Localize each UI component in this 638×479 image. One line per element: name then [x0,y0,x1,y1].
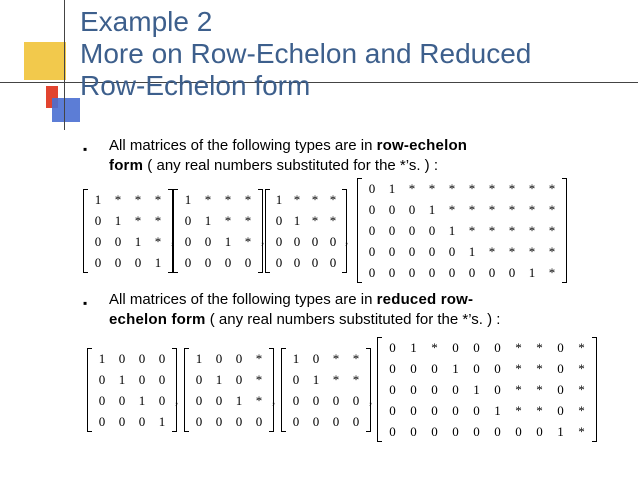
matrix-entry: 1 [292,350,300,366]
matrix-separator-comma: , [171,232,175,247]
matrix-row [382,379,592,400]
matrix-row [286,411,366,432]
matrix-entry: 0 [557,339,564,355]
matrix-entry: * [528,243,536,259]
matrix-entry: * [154,212,162,228]
matrix-row [178,189,258,210]
matrix-entry: 0 [452,402,459,418]
matrix-row [382,421,592,442]
matrix-entry: 0 [431,360,438,376]
matrix-entry: 0 [536,423,543,439]
matrix-entry: * [508,243,516,259]
matrix-entry: 0 [184,254,192,270]
matrix-entry: * [536,402,543,418]
matrix-entry: * [528,222,536,238]
matrix-separator-comma: , [175,392,179,407]
matrix [362,178,562,283]
matrix-entry: 0 [195,413,203,429]
matrix-entry: 0 [557,381,564,397]
matrix-entry: 0 [94,254,102,270]
matrix-entry: * [154,191,162,207]
matrix-row [88,189,168,210]
matrix-entry: 0 [98,392,106,408]
matrix-row [382,337,592,358]
slide-title [80,6,531,102]
matrix-entry: 0 [473,339,480,355]
matrix-entry: 0 [224,254,232,270]
bullet-text: ( any real numbers substituted for the *’s. ) : [143,157,438,174]
matrix-entry: 0 [195,371,203,387]
matrix-row [362,199,562,220]
matrix [189,348,269,432]
matrix-entry: 0 [114,233,122,249]
matrix-entry: * [548,180,556,196]
matrix-entry: * [428,180,436,196]
matrix-entry: * [204,191,212,207]
matrix-entry: 0 [244,254,252,270]
matrix-entry: 0 [184,212,192,228]
matrix-entry: 0 [431,402,438,418]
matrix-entry: 0 [368,222,376,238]
matrix-entry: * [536,360,543,376]
matrix-entry: * [154,233,162,249]
matrix-entry: 0 [452,339,459,355]
matrix-row [362,178,562,199]
matrix-entry: 0 [389,402,396,418]
matrix-entry: 0 [138,413,146,429]
matrix-row [270,252,342,273]
matrix-row [178,252,258,273]
matrix-entry: 0 [352,413,360,429]
matrix [178,189,258,273]
matrix-entry: 0 [494,339,501,355]
matrix-entry: 1 [448,222,456,238]
matrix-entry: * [515,402,522,418]
matrix-entry: * [332,350,340,366]
bullet-text: ( any real numbers substituted for the *’s. ) : [205,311,501,328]
matrix-entry: 1 [195,350,203,366]
matrix-entry: 1 [293,212,301,228]
matrix-row [189,411,269,432]
matrix-entry: 0 [557,360,564,376]
matrix-entry: * [224,191,232,207]
matrix-entry: * [352,371,360,387]
matrix-entry: 1 [94,191,102,207]
matrix-entry: * [448,180,456,196]
matrix-entry: 1 [204,212,212,228]
matrix-row [92,411,172,432]
matrix-entry: 0 [312,392,320,408]
matrix-entry: 0 [428,243,436,259]
matrix-entry: 0 [118,413,126,429]
title-line-1: Example 2 [80,6,213,37]
matrix-entry: * [578,381,585,397]
matrix-entry: * [255,350,263,366]
matrix-entry: * [548,201,556,217]
matrix-entry: * [548,243,556,259]
matrix-entry: * [244,212,252,228]
matrix-entry: 0 [134,254,142,270]
matrix-entry: * [408,180,416,196]
matrix-entry: 0 [473,402,480,418]
matrix-entry: 0 [410,402,417,418]
matrix-entry: 0 [235,350,243,366]
matrix-entry: 0 [452,381,459,397]
matrix-entry: 0 [138,371,146,387]
matrix-entry: 0 [275,233,283,249]
matrix-entry: 1 [428,201,436,217]
matrix-entry: 0 [468,264,476,280]
matrix-entry: * [244,233,252,249]
matrix-row [382,358,592,379]
matrix-entry: 1 [134,233,142,249]
matrix-entry: * [536,339,543,355]
matrix-entry: 1 [388,180,396,196]
matrix-row [189,348,269,369]
matrix-row [270,231,342,252]
matrix-entry: * [255,392,263,408]
matrix-entry: 0 [448,243,456,259]
matrix-entry: 0 [275,212,283,228]
matrix-entry: * [488,201,496,217]
matrix-entry: * [244,191,252,207]
matrix-entry: * [311,212,319,228]
matrix-entry: * [329,191,337,207]
matrix-entry: * [508,180,516,196]
keyword: echelon form [109,311,206,328]
matrix-entry: 0 [158,371,166,387]
matrix-entry: * [332,371,340,387]
matrix-entry: 0 [184,233,192,249]
matrix-entry: * [448,201,456,217]
matrix-entry: 1 [138,392,146,408]
decor-blue-block [52,98,80,122]
matrix-entry: 1 [473,381,480,397]
matrix-entry: * [311,191,319,207]
matrix-left-bracket [357,178,362,283]
matrix-entry: 0 [494,381,501,397]
matrix-entry: * [578,339,585,355]
matrix-row [286,348,366,369]
matrix-row [92,369,172,390]
matrix-row [362,220,562,241]
matrix-entry: 0 [332,392,340,408]
matrix-entry: * [578,360,585,376]
matrix-entry: 1 [118,371,126,387]
matrix-entry: 0 [515,423,522,439]
matrix-entry: 0 [408,222,416,238]
decor-vertical-line [64,0,65,130]
matrix-entry: 0 [389,423,396,439]
matrix-entry: * [508,222,516,238]
matrix-entry: * [528,201,536,217]
bullet-text-line-1 [109,136,467,156]
matrix-entry: 0 [94,233,102,249]
keyword: row-echelon [376,137,468,154]
matrix-entry: 0 [312,413,320,429]
matrix-entry: 0 [368,180,376,196]
matrix-entry: 0 [473,360,480,376]
matrix-entry: 0 [312,350,320,366]
matrix-entry: 1 [215,371,223,387]
matrix-entry: 0 [410,381,417,397]
matrix-entry: 0 [255,413,263,429]
matrix-entry: 0 [388,222,396,238]
bullet-text-line-2 [109,310,500,330]
matrix-entry: 1 [235,392,243,408]
matrix-entry: * [508,201,516,217]
matrix-entry: 1 [557,423,564,439]
matrix-entry: 0 [408,264,416,280]
matrix-separator-comma: , [345,232,349,247]
matrix-entry: 0 [473,423,480,439]
matrix-row [286,390,366,411]
matrix-left-bracket [377,337,382,442]
matrix-entry: 0 [98,371,106,387]
bullet-text: All matrices of the following types are in [109,291,377,308]
matrix-entry: 0 [195,392,203,408]
matrix-row [382,400,592,421]
matrix-entry: 0 [488,264,496,280]
matrix-row [88,231,168,252]
matrix-entry: 0 [329,254,337,270]
matrix-separator-comma: , [369,392,373,407]
matrix-right-bracket [172,348,177,432]
matrix-entry: * [488,222,496,238]
matrix-entry: 0 [204,233,212,249]
matrix-right-bracket [269,348,274,432]
matrix-row [178,210,258,231]
matrix-entry: 0 [215,392,223,408]
matrix-entry: 1 [98,350,106,366]
matrix-entry: 1 [184,191,192,207]
matrix-entry: 1 [114,212,122,228]
matrix-row [189,390,269,411]
matrix-entry: * [293,191,301,207]
matrix-right-bracket [258,189,263,273]
matrix-entry: 1 [528,264,536,280]
matrix-left-bracket [83,189,88,273]
matrix-entry: * [515,360,522,376]
matrix-separator-comma: , [261,232,265,247]
matrix-row [286,369,366,390]
matrix-row [178,231,258,252]
matrix-entry: 0 [292,371,300,387]
matrix-entry: 1 [275,191,283,207]
matrix-entry: 0 [368,243,376,259]
matrix-entry: 0 [114,254,122,270]
matrix-row [362,262,562,283]
bullet-text-line-1 [109,290,473,310]
matrix-entry: * [578,402,585,418]
matrix-entry: 0 [292,392,300,408]
matrix-entry: * [134,212,142,228]
matrix-entry: 0 [428,222,436,238]
matrix-entry: * [134,191,142,207]
matrix-entry: 0 [138,350,146,366]
matrix-entry: 0 [215,350,223,366]
matrix-entry: * [468,201,476,217]
matrix-entry: 1 [312,371,320,387]
matrix-entry: 1 [158,413,166,429]
matrix-entry: 0 [388,243,396,259]
matrix-entry: 1 [494,402,501,418]
matrix-entry: * [468,222,476,238]
matrix-separator-comma: , [272,392,276,407]
matrix-entry: 0 [118,350,126,366]
matrix-left-bracket [87,348,92,432]
matrix-entry: 0 [311,233,319,249]
matrix-entry: * [255,371,263,387]
matrix-right-bracket [342,189,347,273]
matrix [382,337,592,442]
decor-yellow-block [24,42,66,80]
bullet-text: All matrices of the following types are in [109,137,377,154]
matrix-entry: * [528,180,536,196]
matrix-left-bracket [281,348,286,432]
matrix-entry: * [548,222,556,238]
title-line-2: More on Row-Echelon and Reduced [80,38,532,69]
matrix-entry: 0 [431,381,438,397]
matrix-right-bracket [562,178,567,283]
title-line-3: Row-Echelon form [80,70,311,101]
matrix-left-bracket [184,348,189,432]
matrix [286,348,366,432]
matrix-entry: * [352,350,360,366]
bullet-marker: ▪ [83,142,88,156]
matrix [270,189,342,273]
matrix-entry: 0 [410,360,417,376]
matrix-right-bracket [592,337,597,442]
matrix-entry: 0 [311,254,319,270]
matrix [88,189,168,273]
matrix-entry: 0 [389,360,396,376]
matrix-row [362,241,562,262]
matrix-entry: * [488,243,496,259]
matrix-row [92,348,172,369]
matrix-row [270,210,342,231]
matrix-entry: 0 [275,254,283,270]
keyword: reduced row- [376,291,474,308]
matrix-entry: * [468,180,476,196]
matrix-entry: 0 [428,264,436,280]
matrix-entry: 0 [118,392,126,408]
matrix-entry: * [224,212,232,228]
matrix-entry: * [578,423,585,439]
matrix-entry: 0 [388,201,396,217]
matrix-entry: 0 [98,413,106,429]
matrix-entry: 0 [389,381,396,397]
matrix-entry: 0 [494,423,501,439]
keyword: form [109,157,144,174]
matrix-entry: 0 [388,264,396,280]
matrix-entry: * [114,191,122,207]
matrix-entry: 0 [508,264,516,280]
matrix-row [270,189,342,210]
matrix-entry: 0 [389,339,396,355]
matrix-left-bracket [173,189,178,273]
matrix-entry: 0 [293,254,301,270]
matrix-entry: 0 [94,212,102,228]
matrix-entry: 0 [235,413,243,429]
matrix-entry: * [329,212,337,228]
matrix-right-bracket [366,348,371,432]
matrix-entry: 0 [494,360,501,376]
matrix-row [88,210,168,231]
matrix-entry: 0 [352,392,360,408]
matrix-entry: 0 [408,243,416,259]
matrix-entry: * [548,264,556,280]
matrix-entry: 0 [293,233,301,249]
matrix-entry: 1 [410,339,417,355]
matrix-row [88,252,168,273]
matrix-entry: 1 [452,360,459,376]
matrix-entry: 0 [158,350,166,366]
matrix-row [92,390,172,411]
matrix [92,348,172,432]
matrix-entry: 0 [158,392,166,408]
matrix-entry: 0 [448,264,456,280]
matrix-entry: 0 [329,233,337,249]
matrix-entry: 0 [557,402,564,418]
matrix-entry: 0 [332,413,340,429]
matrix-entry: * [488,180,496,196]
matrix-entry: 0 [431,423,438,439]
matrix-entry: * [536,381,543,397]
matrix-entry: 0 [410,423,417,439]
bullet-marker: ▪ [83,296,88,310]
matrix-entry: 0 [368,201,376,217]
matrix-entry: 0 [368,264,376,280]
matrix-entry: * [515,339,522,355]
matrix-entry: 0 [215,413,223,429]
bullet-text-line-2 [109,156,438,176]
matrix-entry: 1 [468,243,476,259]
matrix-row [189,369,269,390]
matrix-entry: * [515,381,522,397]
matrix-entry: 0 [408,201,416,217]
matrix-left-bracket [265,189,270,273]
matrix-entry: 0 [452,423,459,439]
matrix-entry: 0 [204,254,212,270]
matrix-entry: 0 [235,371,243,387]
matrix-entry: 1 [224,233,232,249]
matrix-entry: * [431,339,438,355]
matrix-entry: 1 [154,254,162,270]
matrix-entry: 0 [292,413,300,429]
